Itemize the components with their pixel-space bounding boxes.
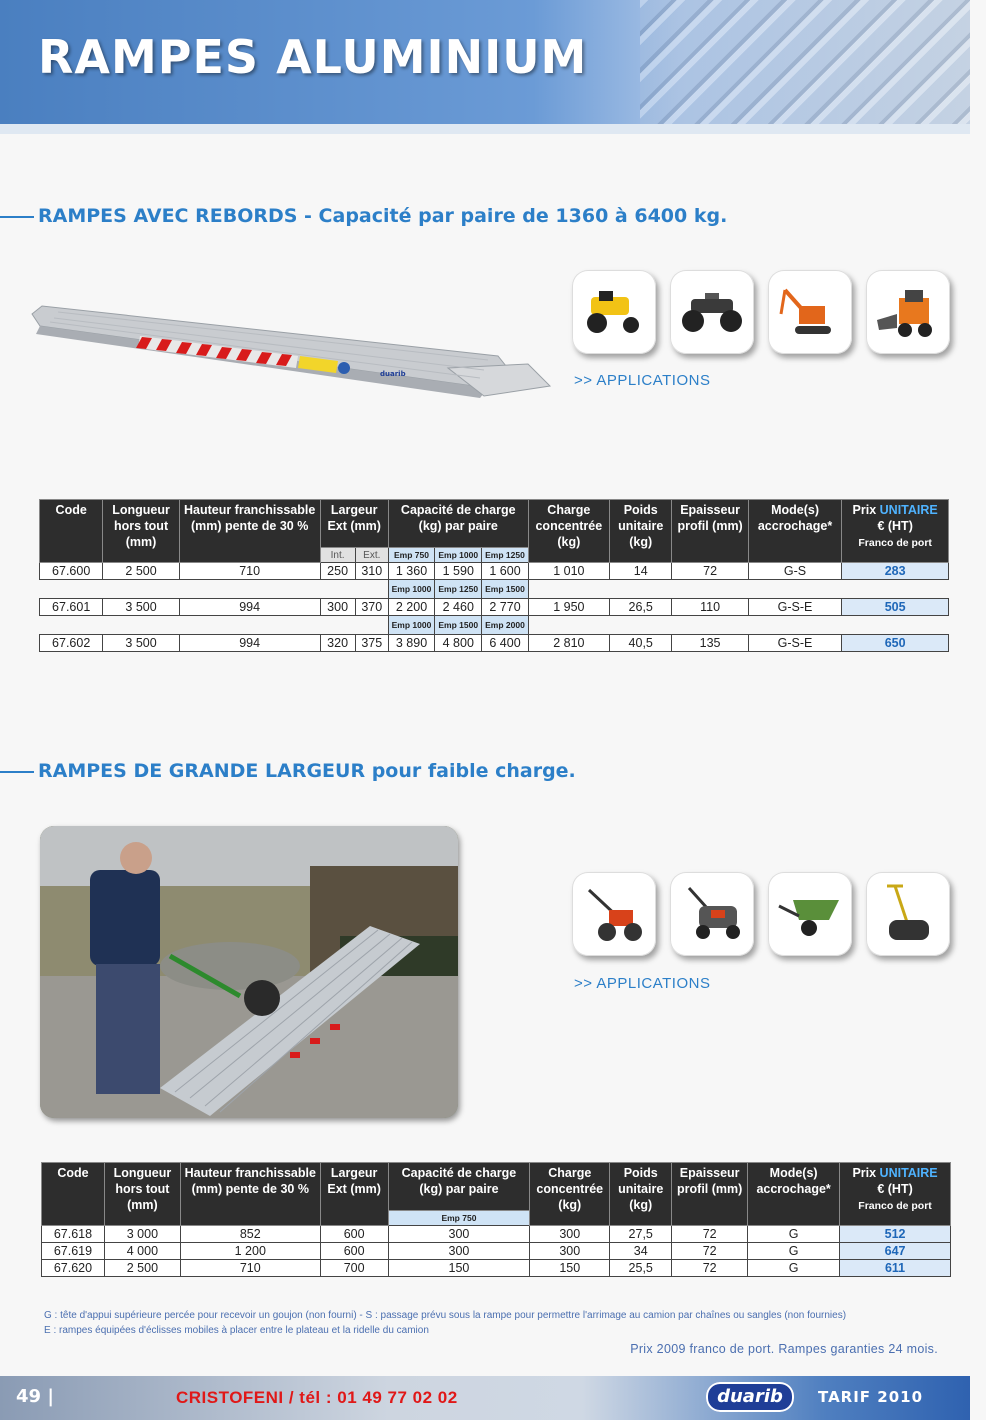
col-charge: Charge concentrée (kg) xyxy=(530,1163,610,1226)
table-row xyxy=(42,1243,951,1260)
cell-prix: 505 xyxy=(842,599,949,616)
cell-epaisseur: 72 xyxy=(672,563,748,580)
table-row xyxy=(40,563,949,580)
quad-atv-icon xyxy=(670,270,754,354)
cell-code: 67.601 xyxy=(40,599,103,616)
emp-label: Emp 1000 xyxy=(388,616,434,635)
cell-hauteur: 994 xyxy=(179,635,320,652)
emp-label: Emp 1500 xyxy=(482,580,528,599)
cell-prix: 512 xyxy=(840,1226,951,1243)
cell-modes: G-S xyxy=(748,563,842,580)
cell-largeur: 600 xyxy=(320,1226,388,1243)
lawn-roller-icon xyxy=(866,872,950,956)
section-title-bold: RAMPES AVEC REBORDS xyxy=(38,205,298,227)
cell-int: 300 xyxy=(320,599,355,616)
col-largeur: Largeur Ext (mm) xyxy=(320,500,388,548)
cell-charge: 300 xyxy=(530,1226,610,1243)
title-dash xyxy=(0,216,34,218)
cell-ext: 310 xyxy=(355,563,388,580)
applications-icons-1 xyxy=(572,270,950,354)
col-modes: Mode(s) accrochage* xyxy=(748,1163,840,1226)
wheelbarrow-icon xyxy=(768,872,852,956)
emp-label: Emp 1000 xyxy=(388,580,434,599)
emp-label: Emp 1250 xyxy=(435,580,482,599)
cell-charge: 2 810 xyxy=(528,635,609,652)
largeur-ext-label: Ext. xyxy=(355,548,388,563)
table-row xyxy=(42,1226,951,1243)
cell-capacite: 1 360 xyxy=(388,563,434,580)
col-charge: Charge concentrée (kg) xyxy=(528,500,609,563)
cell-modes: G xyxy=(748,1260,840,1277)
cell-modes: G xyxy=(748,1226,840,1243)
cell-capacite: 2 200 xyxy=(388,599,434,616)
cell-capacite: 300 xyxy=(388,1226,530,1243)
cell-capacite: 2 770 xyxy=(482,599,528,616)
cell-longueur: 4 000 xyxy=(104,1243,180,1260)
prix-label: Prix xyxy=(852,503,880,517)
cell-prix: 283 xyxy=(842,563,949,580)
cell-ext: 370 xyxy=(355,599,388,616)
lawn-tractor-icon xyxy=(572,270,656,354)
col-epaisseur: Epaisseur profil (mm) xyxy=(672,1163,748,1226)
cell-modes: G-S-E xyxy=(748,635,842,652)
contact-info: CRISTOFENI / tél : 01 49 77 02 02 xyxy=(176,1388,458,1407)
page-title: RAMPES ALUMINIUM xyxy=(38,30,588,84)
col-largeur: Largeur Ext (mm) xyxy=(320,1163,388,1226)
emp-label: Emp 750 xyxy=(388,548,434,563)
cell-code: 67.618 xyxy=(42,1226,105,1243)
emp-label: Emp 2000 xyxy=(482,616,528,635)
cell-largeur: 700 xyxy=(320,1260,388,1277)
rebords-table xyxy=(39,499,949,652)
cell-capacite: 1 600 xyxy=(482,563,528,580)
section-title-rest: pour faible charge. xyxy=(365,760,576,782)
ramp-with-rims-image xyxy=(28,290,554,408)
cell-capacite: 6 400 xyxy=(482,635,528,652)
cell-prix: 611 xyxy=(840,1260,951,1277)
cell-capacite: 1 590 xyxy=(435,563,482,580)
largeur-int-label: Int. xyxy=(320,548,355,563)
cell-poids: 25,5 xyxy=(610,1260,672,1277)
cell-capacite: 150 xyxy=(388,1260,530,1277)
cell-hauteur: 710 xyxy=(180,1260,320,1277)
page-footer xyxy=(0,1376,970,1420)
header-underline xyxy=(0,124,970,134)
cell-code: 67.602 xyxy=(40,635,103,652)
cell-charge: 1 950 xyxy=(528,599,609,616)
cell-int: 320 xyxy=(320,635,355,652)
col-prix xyxy=(842,500,949,563)
prix-unitaire-label: UNITAIRE xyxy=(879,1166,938,1180)
skid-steer-loader-icon xyxy=(866,270,950,354)
cell-capacite: 300 xyxy=(388,1243,530,1260)
section-title-rebords xyxy=(0,205,727,227)
cell-prix: 647 xyxy=(840,1243,951,1260)
col-modes: Mode(s) accrochage* xyxy=(748,500,842,563)
cell-code: 67.620 xyxy=(42,1260,105,1277)
title-dash xyxy=(0,771,34,773)
prix-unitaire-label: UNITAIRE xyxy=(879,503,938,517)
page-header xyxy=(0,0,970,134)
cell-charge: 300 xyxy=(530,1243,610,1260)
cell-code: 67.600 xyxy=(40,563,103,580)
prix-ht-label: € (HT) xyxy=(877,519,913,533)
page-number: 49 | xyxy=(16,1386,54,1407)
col-capacite: Capacité de charge (kg) par paire xyxy=(388,500,528,548)
table-row xyxy=(40,635,949,652)
cell-epaisseur: 110 xyxy=(672,599,748,616)
col-code: Code xyxy=(42,1163,105,1226)
lawn-mower-icon xyxy=(670,872,754,956)
cell-capacite: 3 890 xyxy=(388,635,434,652)
tarif-label: TARIF 2010 xyxy=(818,1388,924,1406)
cell-hauteur: 994 xyxy=(179,599,320,616)
section-title-rest: - Capacité par paire de 1360 à 6400 kg. xyxy=(297,205,728,227)
grande-largeur-table xyxy=(41,1162,951,1277)
brand-logo: duarib xyxy=(706,1382,794,1412)
footnote-2: E : rampes équipées d'éclisses mobiles à placer entre le plateau et la ridelle du camion xyxy=(44,1325,429,1336)
cell-hauteur: 1 200 xyxy=(180,1243,320,1260)
col-code: Code xyxy=(40,500,103,563)
prix-franco-label: Franco de port xyxy=(858,537,932,549)
cell-capacite: 4 800 xyxy=(435,635,482,652)
cell-int: 250 xyxy=(320,563,355,580)
cell-ext: 375 xyxy=(355,635,388,652)
cell-poids: 34 xyxy=(610,1243,672,1260)
col-poids: Poids unitaire (kg) xyxy=(610,1163,672,1226)
section-title-bold: RAMPES DE GRANDE LARGEUR xyxy=(38,760,366,782)
warranty-note: Prix 2009 franco de port. Rampes garanties 24 mois. xyxy=(630,1342,938,1356)
cell-epaisseur: 72 xyxy=(672,1226,748,1243)
col-prix xyxy=(840,1163,951,1226)
cell-hauteur: 710 xyxy=(179,563,320,580)
col-longueur: Longueur hors tout (mm) xyxy=(104,1163,180,1226)
cell-longueur: 2 500 xyxy=(104,1260,180,1277)
svg-text:duarib: duarib xyxy=(380,370,406,378)
prix-label: Prix xyxy=(852,1166,880,1180)
applications-link-2[interactable]: >> APPLICATIONS xyxy=(574,975,711,992)
cell-poids: 26,5 xyxy=(610,599,672,616)
applications-icons-2 xyxy=(572,872,950,956)
cell-charge: 1 010 xyxy=(528,563,609,580)
cell-epaisseur: 72 xyxy=(672,1260,748,1277)
footnote-1: G : tête d'appui supérieure percée pour recevoir un goujon (non fourni) - S : passage prévu sous la rampe pour permettre l'arrimage au camion par chaînes ou sangles (non fournies) xyxy=(44,1310,847,1321)
emp-label: Emp 750 xyxy=(388,1211,530,1226)
col-longueur: Longueur hors tout (mm) xyxy=(103,500,179,563)
cell-prix: 650 xyxy=(842,635,949,652)
col-poids: Poids unitaire (kg) xyxy=(610,500,672,563)
cell-longueur: 3 000 xyxy=(104,1226,180,1243)
cell-epaisseur: 72 xyxy=(672,1243,748,1260)
tiller-icon xyxy=(572,872,656,956)
col-hauteur: Hauteur franchissable (mm) pente de 30 % xyxy=(179,500,320,563)
prix-franco-label: Franco de port xyxy=(858,1200,932,1212)
cell-largeur: 600 xyxy=(320,1243,388,1260)
emp-label: Emp 1000 xyxy=(435,548,482,563)
cell-modes: G-S-E xyxy=(748,599,842,616)
cell-poids: 14 xyxy=(610,563,672,580)
emp-label: Emp 1500 xyxy=(435,616,482,635)
mini-excavator-icon xyxy=(768,270,852,354)
section-title-grande-largeur xyxy=(0,760,576,782)
cell-poids: 27,5 xyxy=(610,1226,672,1243)
prix-ht-label: € (HT) xyxy=(877,1182,913,1196)
col-epaisseur: Epaisseur profil (mm) xyxy=(672,500,748,563)
cell-longueur: 3 500 xyxy=(103,635,179,652)
emp-label: Emp 1250 xyxy=(482,548,528,563)
col-hauteur: Hauteur franchissable (mm) pente de 30 % xyxy=(180,1163,320,1226)
cell-code: 67.619 xyxy=(42,1243,105,1260)
wide-ramp-photo xyxy=(40,826,458,1118)
applications-link-1[interactable]: >> APPLICATIONS xyxy=(574,372,711,389)
cell-charge: 150 xyxy=(530,1260,610,1277)
cell-longueur: 3 500 xyxy=(103,599,179,616)
cell-hauteur: 852 xyxy=(180,1226,320,1243)
cell-modes: G xyxy=(748,1243,840,1260)
cell-capacite: 2 460 xyxy=(435,599,482,616)
cell-longueur: 2 500 xyxy=(103,563,179,580)
cell-epaisseur: 135 xyxy=(672,635,748,652)
cell-poids: 40,5 xyxy=(610,635,672,652)
col-capacite: Capacité de charge (kg) par paire xyxy=(388,1163,530,1211)
table-row xyxy=(40,599,949,616)
table-row xyxy=(42,1260,951,1277)
header-background-photo xyxy=(640,0,970,134)
